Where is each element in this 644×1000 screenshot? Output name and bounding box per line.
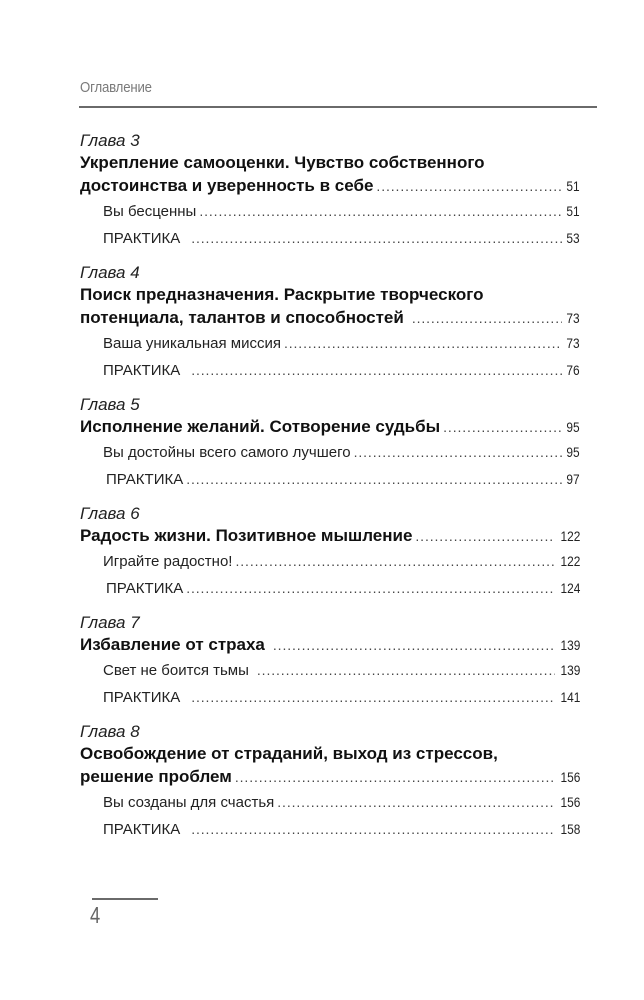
page-number: 97 xyxy=(566,471,580,487)
running-head: Оглавление xyxy=(80,79,152,96)
chapter-title-line: Избавление от страха xyxy=(80,635,265,654)
dot-leader xyxy=(199,198,562,224)
table-of-contents xyxy=(80,130,580,843)
section-title: Вы бесценны xyxy=(103,203,197,220)
chapter-title[interactable] xyxy=(80,151,580,198)
page-number: 158 xyxy=(560,821,580,837)
dot-leader xyxy=(235,766,555,789)
dot-leader xyxy=(186,575,554,601)
section-title: Ваша уникальная миссия xyxy=(103,335,281,352)
dot-leader xyxy=(415,525,554,548)
page-number: 76 xyxy=(566,362,580,378)
section-entry-practice[interactable] xyxy=(80,684,580,711)
page-number: 51 xyxy=(566,203,580,219)
chapter-label: Глава 4 xyxy=(80,263,140,282)
page-number: 156 xyxy=(560,769,580,785)
chapter-title-line: решение проблем xyxy=(80,767,232,786)
section-title: ПРАКТИКА xyxy=(103,821,181,838)
section-entry-practice[interactable] xyxy=(80,225,580,252)
section-title: Играйте радостно! xyxy=(103,553,233,570)
chapter-title[interactable] xyxy=(80,415,580,439)
section-entry[interactable] xyxy=(80,657,580,684)
section-entry[interactable] xyxy=(80,198,580,225)
chapter-title-line: достоинства и уверенность в себе xyxy=(80,176,374,195)
dot-leader xyxy=(191,225,562,251)
dot-leader xyxy=(191,684,554,710)
section-title: ПРАКТИКА xyxy=(106,580,184,597)
chapter-title-line: Укрепление самооценки. Чувство собственного xyxy=(80,153,485,172)
chapter-title-line: потенциала, талантов и способностей xyxy=(80,308,404,327)
chapter-8 xyxy=(80,721,580,843)
chapter-label: Глава 5 xyxy=(80,395,140,414)
dot-leader xyxy=(235,548,554,574)
chapter-label: Глава 8 xyxy=(80,722,140,741)
chapter-title-line: Исполнение желаний. Сотворение судьбы xyxy=(80,417,441,436)
chapter-label: Глава 7 xyxy=(80,613,140,632)
section-title: Вы достойны всего самого лучшего xyxy=(103,444,351,461)
chapter-title-line: Поиск предназначения. Раскрытие творческого xyxy=(80,285,484,304)
header-rule xyxy=(79,106,597,108)
dot-leader xyxy=(376,175,562,198)
section-entry-practice[interactable] xyxy=(80,575,580,602)
section-entry-practice[interactable] xyxy=(80,357,580,384)
section-title: ПРАКТИКА xyxy=(106,471,184,488)
chapter-title[interactable] xyxy=(80,283,580,330)
page-number: 95 xyxy=(566,444,580,460)
section-entry-practice[interactable] xyxy=(80,466,580,493)
chapter-title[interactable] xyxy=(80,742,580,789)
dot-leader xyxy=(284,330,562,356)
chapter-7 xyxy=(80,612,580,711)
page-number: 139 xyxy=(560,637,580,653)
section-title: ПРАКТИКА xyxy=(103,230,181,247)
folio-page-number: 4 xyxy=(90,902,101,928)
chapter-title[interactable] xyxy=(80,524,580,548)
dot-leader xyxy=(443,416,562,439)
page-number: 95 xyxy=(566,419,580,435)
chapter-label: Глава 3 xyxy=(80,131,140,150)
dot-leader xyxy=(191,357,562,383)
dot-leader xyxy=(412,307,563,330)
section-entry[interactable] xyxy=(80,789,580,816)
section-title: Вы созданы для счастья xyxy=(103,794,275,811)
section-title: Свет не боится тьмы xyxy=(103,662,249,679)
dot-leader xyxy=(191,816,554,842)
section-entry-practice[interactable] xyxy=(80,816,580,843)
section-title: ПРАКТИКА xyxy=(103,362,181,379)
chapter-title-line: Радость жизни. Позитивное мышление xyxy=(80,526,413,545)
dot-leader xyxy=(273,634,555,657)
page-number: 122 xyxy=(560,553,580,569)
chapter-4 xyxy=(80,262,580,384)
dot-leader xyxy=(354,439,563,465)
chapter-title-line: Освобождение от страданий, выход из стрессов, xyxy=(80,744,498,763)
chapter-5 xyxy=(80,394,580,493)
page-number: 139 xyxy=(560,662,580,678)
dot-leader xyxy=(257,657,555,683)
page-number: 122 xyxy=(560,528,580,544)
chapter-title[interactable] xyxy=(80,633,580,657)
chapter-3 xyxy=(80,130,580,252)
section-entry[interactable] xyxy=(80,548,580,575)
dot-leader xyxy=(277,789,554,815)
section-title: ПРАКТИКА xyxy=(103,689,181,706)
dot-leader xyxy=(186,466,562,492)
page-number: 156 xyxy=(560,794,580,810)
page-number: 73 xyxy=(566,310,580,326)
chapter-label: Глава 6 xyxy=(80,504,140,523)
page-number: 141 xyxy=(560,689,580,705)
page-number: 124 xyxy=(560,580,580,596)
section-entry[interactable] xyxy=(80,439,580,466)
chapter-6 xyxy=(80,503,580,602)
page-number: 53 xyxy=(566,230,580,246)
page-number: 51 xyxy=(566,178,580,194)
page-number: 73 xyxy=(566,335,580,351)
footer-rule xyxy=(92,898,158,900)
section-entry[interactable] xyxy=(80,330,580,357)
